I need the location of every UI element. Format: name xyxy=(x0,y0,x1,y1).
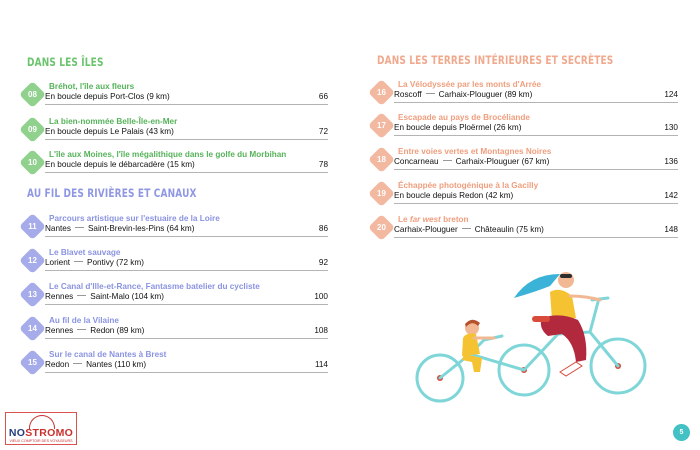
arrow-icon xyxy=(443,160,452,161)
logo-tagline: VIEUX COMPTOIR DES VOYAGEURS xyxy=(9,439,73,443)
logo-wordmark: NOSTROMO xyxy=(8,427,74,439)
route-number: 19 xyxy=(377,189,386,198)
page-number: 136 xyxy=(664,157,678,166)
route-end: Carhaix-Plouguer (67 km) xyxy=(455,157,550,166)
route-end: Carhaix-Plouguer (89 km) xyxy=(438,90,533,99)
page-number: 66 xyxy=(318,92,328,101)
route-subtitle-line xyxy=(394,191,678,204)
toc-entry-20[interactable] xyxy=(372,215,678,241)
route-itinerary xyxy=(394,157,549,166)
route-end: Châteaulin (75 km) xyxy=(474,225,544,234)
route-itinerary xyxy=(45,224,194,233)
route-subtitle-line xyxy=(45,224,328,237)
page-number: 130 xyxy=(664,123,678,132)
section-title-rivieres: AU FIL DES RIVIÈRES ET CANAUX xyxy=(27,186,197,200)
toc-entry-18[interactable] xyxy=(372,147,678,173)
route-number: 18 xyxy=(377,155,386,164)
route-title: Le Blavet sauvage xyxy=(49,248,121,257)
page-number: 72 xyxy=(318,127,328,136)
toc-entry-19[interactable] xyxy=(372,181,678,207)
toc-entry-10[interactable] xyxy=(23,150,328,176)
route-title xyxy=(398,215,469,224)
section-title-terres: DANS LES TERRES INTÉRIEURES ET SECRÈTES xyxy=(377,53,614,67)
route-title: Escapade au pays de Brocéliande xyxy=(398,113,530,122)
route-number: 14 xyxy=(28,324,37,333)
route-title-prefix: Le xyxy=(398,215,410,224)
arrow-icon xyxy=(77,329,86,330)
route-itinerary xyxy=(45,360,146,369)
route-title: Bréhot, l'île aux fleurs xyxy=(49,82,135,91)
toc-entry-16[interactable] xyxy=(372,80,678,106)
route-title: Échappée photogénique à la Gacilly xyxy=(398,181,539,190)
tandem-bicycle-illustration xyxy=(410,262,670,412)
route-start: Carhaix-Plouguer xyxy=(394,225,458,234)
route-start: Concarneau xyxy=(394,157,439,166)
toc-entry-17[interactable] xyxy=(372,113,678,139)
route-itinerary xyxy=(394,225,544,234)
route-itinerary xyxy=(45,258,144,267)
route-title: L'île aux Moines, l'île mégalithique dans le golfe du Morbihan xyxy=(49,150,287,159)
page-number: 142 xyxy=(664,191,678,200)
route-end: Saint-Brevin-les-Pins (64 km) xyxy=(87,224,195,233)
route-subtitle-line xyxy=(394,157,678,170)
page-number: 114 xyxy=(314,360,328,369)
route-title: La bien-nommée Belle-Île-en-Mer xyxy=(49,117,178,126)
route-subtitle-line xyxy=(394,90,678,103)
route-itinerary xyxy=(45,326,144,335)
route-itinerary xyxy=(394,90,532,99)
toc-entry-08[interactable] xyxy=(23,82,328,108)
route-subtitle: En boucle depuis Ploërmel (26 km) xyxy=(394,123,522,132)
route-title: Sur le canal de Nantes à Brest xyxy=(49,350,167,359)
route-subtitle-line xyxy=(45,92,328,105)
route-start: Nantes xyxy=(45,224,71,233)
route-number: 15 xyxy=(28,358,37,367)
route-number: 16 xyxy=(377,88,386,97)
route-number: 11 xyxy=(28,222,37,231)
route-end: Nantes (110 km) xyxy=(86,360,147,369)
section-title-iles: DANS LES ÎLES xyxy=(27,55,104,69)
route-number: 08 xyxy=(28,90,37,99)
page-number: 86 xyxy=(318,224,328,233)
route-subtitle-line xyxy=(45,160,328,173)
page-number: 124 xyxy=(664,90,678,99)
page-number: 108 xyxy=(314,326,328,335)
page-number: 92 xyxy=(318,258,328,267)
publisher-logo xyxy=(5,412,77,445)
toc-entry-12[interactable] xyxy=(23,248,328,274)
toc-entry-09[interactable] xyxy=(23,117,328,143)
route-subtitle-line xyxy=(45,127,328,140)
route-subtitle-line xyxy=(394,123,678,136)
route-start: Redon xyxy=(45,360,70,369)
toc-entry-14[interactable] xyxy=(23,316,328,342)
route-title: Parcours artistique sur l'estuaire de la Loire xyxy=(49,214,220,223)
route-end: Redon (89 km) xyxy=(90,326,145,335)
page-number-badge: 5 xyxy=(673,424,690,441)
route-end: Saint-Malo (104 km) xyxy=(90,292,164,301)
route-itinerary xyxy=(45,292,164,301)
arrow-icon xyxy=(74,261,83,262)
arrow-icon xyxy=(426,93,435,94)
arrow-icon xyxy=(77,295,86,296)
route-start: Rennes xyxy=(45,326,74,335)
route-number: 09 xyxy=(28,125,37,134)
route-start: Rennes xyxy=(45,292,74,301)
route-start: Roscoff xyxy=(394,90,422,99)
woman-top xyxy=(550,290,576,320)
page-number: 78 xyxy=(318,160,328,169)
route-start: Lorient xyxy=(45,258,71,267)
route-title-suffix: breton xyxy=(440,215,469,224)
route-number: 13 xyxy=(28,290,37,299)
toc-entry-11[interactable] xyxy=(23,214,328,240)
route-subtitle: En boucle depuis le débarcadère (15 km) xyxy=(45,160,195,169)
route-subtitle-line xyxy=(394,225,678,238)
woman-trousers xyxy=(541,315,586,362)
route-subtitle-line xyxy=(45,360,328,373)
arrow-icon xyxy=(73,363,82,364)
route-subtitle: En boucle depuis Le Palais (43 km) xyxy=(45,127,174,136)
route-number: 10 xyxy=(28,158,37,167)
toc-entry-15[interactable] xyxy=(23,350,328,376)
arrow-icon xyxy=(75,227,84,228)
route-number: 20 xyxy=(377,223,386,232)
route-subtitle: En boucle depuis Port-Clos (9 km) xyxy=(45,92,170,101)
route-end: Pontivy (72 km) xyxy=(87,258,144,267)
route-title: La Vélodyssée par les monts d'Arrée xyxy=(398,80,542,89)
page-number: 148 xyxy=(664,225,678,234)
route-subtitle-line xyxy=(45,258,328,271)
route-number: 17 xyxy=(377,121,386,130)
route-subtitle-line xyxy=(45,292,328,305)
route-title: Le Canal d'Ille-et-Rance, Fantasme batelier du cycliste xyxy=(49,282,260,291)
arrow-icon xyxy=(462,228,471,229)
route-number: 12 xyxy=(28,256,37,265)
route-title: Entre voies vertes et Montagnes Noires xyxy=(398,147,552,156)
route-title-italic: far west xyxy=(409,215,441,224)
route-subtitle: En boucle depuis Redon (42 km) xyxy=(394,191,514,200)
route-title: Au fil de la Vilaine xyxy=(49,316,119,325)
page-number: 100 xyxy=(314,292,328,301)
toc-entry-13[interactable] xyxy=(23,282,328,308)
route-subtitle-line xyxy=(45,326,328,339)
